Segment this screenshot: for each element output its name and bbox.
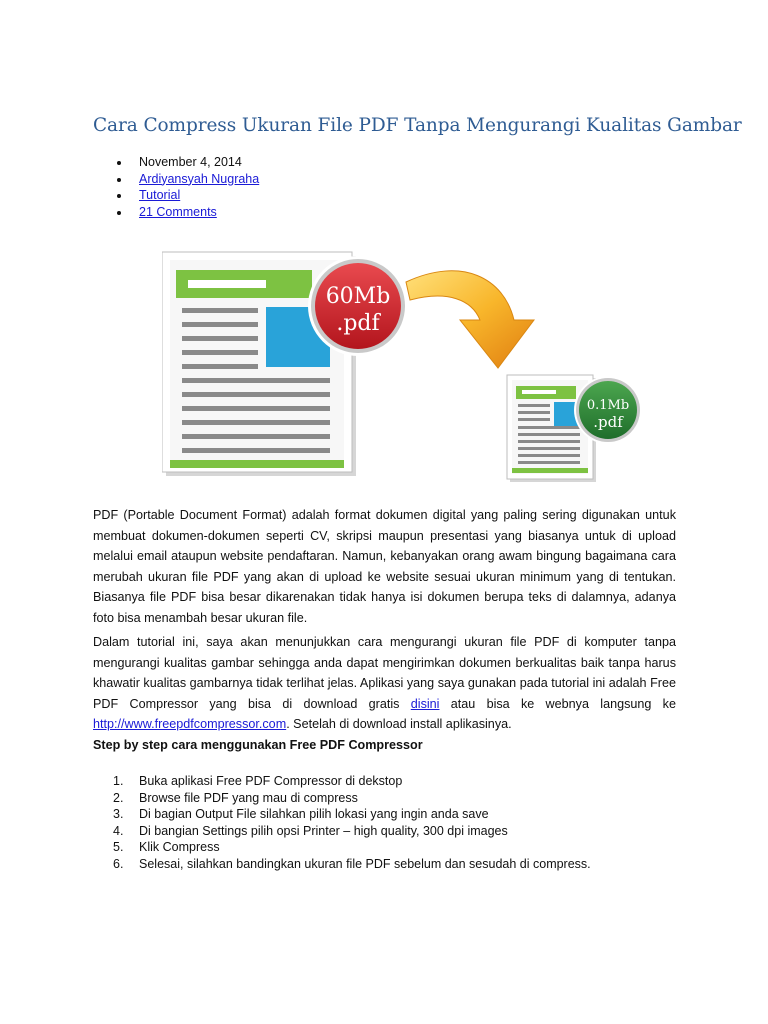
list-item bbox=[93, 856, 591, 873]
list-item bbox=[93, 823, 591, 840]
post-category-item bbox=[93, 187, 259, 204]
post-date: November 4, 2014 bbox=[93, 154, 259, 171]
website-link[interactable]: http://www.freepdfcompressor.com bbox=[93, 717, 287, 732]
post-meta-list bbox=[93, 154, 259, 220]
author-link[interactable]: Ardiyansyah Nugraha bbox=[139, 171, 260, 186]
badge-60mb-size: 60Mb bbox=[325, 284, 391, 309]
list-item bbox=[93, 806, 591, 823]
size-badge-0-1mb bbox=[574, 376, 642, 444]
step-number: 5. bbox=[113, 840, 124, 854]
step-text: Selesai, silahkan bandingkan ukuran file PDF sebelum dan sesudah di compress. bbox=[139, 856, 591, 871]
step-number: 6. bbox=[113, 856, 124, 871]
step-text: Klik Compress bbox=[139, 840, 220, 854]
compress-arrow-icon bbox=[406, 271, 534, 368]
steps-heading: Step by step cara menggunakan Free PDF Compressor bbox=[93, 738, 423, 752]
intro-paragraph: PDF (Portable Document Format) adalah format dokumen digital yang paling sering digunakan untuk membuat dokumen-dokumen seperti CV, skripsi maupun presentasi yang biasanya untuk di upload melalui email ataupun website pendaftaran. Namun, kebanyakan orang awam bingung bagaimana cara merubah ukuran file PDF yang akan di upload ke website sesuai ukuran minimum yang di tentukan. Biasanya file PDF bisa besar dikarenakan tidak hanya isi dokumen berupa teks di dalamnya, adanya foto bisa menambah besar ukuran file. bbox=[93, 508, 676, 625]
size-badge-60mb bbox=[308, 256, 408, 356]
step-number: 4. bbox=[113, 823, 124, 838]
step-number: 2. bbox=[113, 790, 124, 805]
tutorial-text-after: . Setelah di download install aplikasinya. bbox=[286, 717, 512, 732]
pdf-compress-illustration bbox=[162, 250, 642, 490]
list-item bbox=[93, 773, 591, 790]
post-author-item bbox=[93, 171, 259, 188]
category-link[interactable]: Tutorial bbox=[139, 188, 181, 202]
download-link[interactable]: disini bbox=[410, 696, 440, 711]
tutorial-paragraph bbox=[93, 632, 676, 735]
badge-60mb-ext: .pdf bbox=[336, 311, 380, 336]
steps-list bbox=[93, 773, 591, 872]
step-text: Buka aplikasi Free PDF Compressor di dekstop bbox=[139, 774, 403, 788]
step-text: Di bangian Settings pilih opsi Printer – high quality, 300 dpi images bbox=[139, 823, 508, 838]
post-comments-item bbox=[93, 204, 259, 221]
article-title: Cara Compress Ukuran File PDF Tanpa Mengurangi Kualitas Gambar bbox=[93, 115, 742, 136]
step-number: 3. bbox=[113, 807, 124, 821]
step-text: Browse file PDF yang mau di compress bbox=[139, 790, 358, 805]
list-item bbox=[93, 790, 591, 807]
step-text: Di bagian Output File silahkan pilih lokasi yang ingin anda save bbox=[139, 807, 489, 821]
tutorial-text-middle: atau bisa ke webnya langsung ke bbox=[439, 696, 676, 711]
list-item bbox=[93, 839, 591, 856]
badge-0-1mb-ext: .pdf bbox=[593, 413, 623, 431]
step-number: 1. bbox=[113, 774, 124, 788]
tutorial-text-before: Dalam tutorial ini, saya akan menunjukkan cara mengurangi ukuran file PDF di komputer tanpa mengurangi kualitas gambar sehingga anda dapat mengirimkan dokumen berkualitas baik tanpa harus khawatir kualitas gambarnya tidak terlihat jelas. Aplikasi yang saya gunakan pada tutorial ini adalah Free PDF Compressor yang bisa di download gratis bbox=[93, 635, 676, 711]
comments-link[interactable]: 21 Comments bbox=[139, 204, 217, 219]
badge-0-1mb-size: 0.1Mb bbox=[586, 398, 630, 413]
